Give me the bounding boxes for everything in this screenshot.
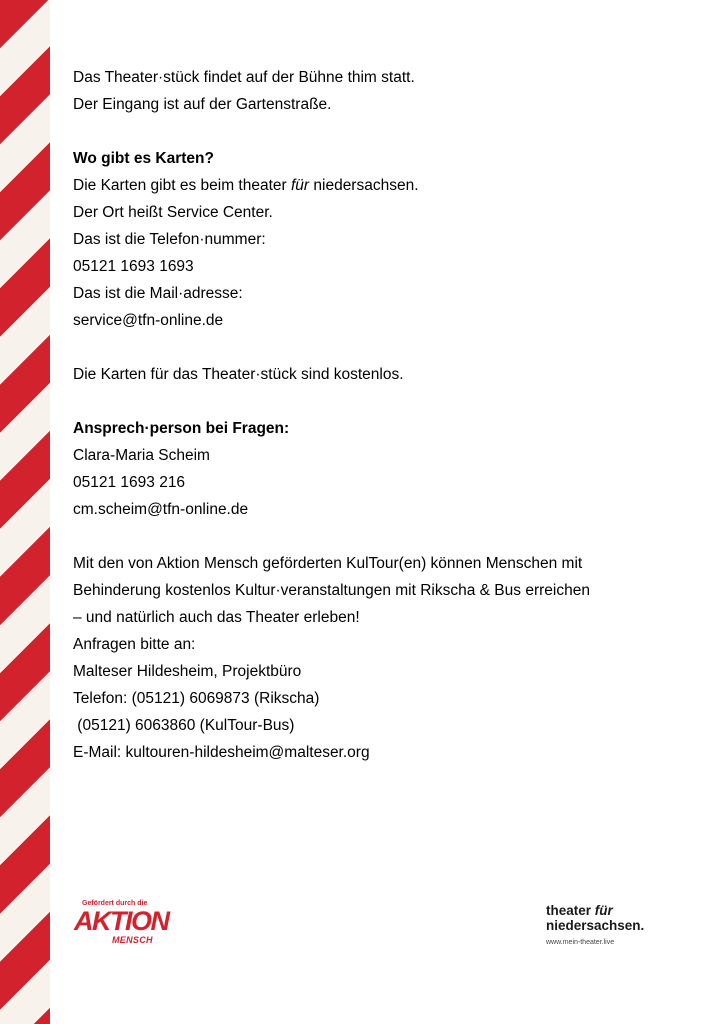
- kultour-text-3: – und natürlich auch das Theater erleben!: [73, 609, 360, 626]
- service-center-text: Der Ort heißt Service Center.: [73, 204, 273, 221]
- phone-label: Das ist die Telefon·nummer:: [73, 231, 266, 248]
- venue-text: Das Theater·stück findet auf der Bühne thim statt.: [73, 69, 415, 86]
- contact-phone[interactable]: 05121 1693 216: [73, 474, 186, 491]
- kultour-request-label: Anfragen bitte an:: [73, 636, 196, 653]
- theater-fuer-niedersachsen-logo: [546, 903, 696, 946]
- aktion-mensch-wordmark: AKTION: [74, 906, 169, 936]
- email-label: Das ist die Mail·adresse:: [73, 285, 243, 302]
- entrance-text: Der Eingang ist auf der Gartenstraße.: [73, 96, 332, 113]
- aktion-mensch-logo: [74, 900, 174, 950]
- kultour-text-2: Behinderung kostenlos Kultur·veranstaltungen mit Rikscha & Bus erreichen: [73, 582, 590, 599]
- tfn-logo-line-2: niedersachsen.: [546, 918, 645, 933]
- tickets-location-text: Die Karten gibt es beim theater für niedersachsen.: [73, 177, 419, 194]
- spacer: [73, 334, 693, 361]
- kultour-email-link[interactable]: E-Mail: kultouren-hildesheim@malteser.org: [73, 744, 370, 761]
- spacer: [73, 523, 693, 550]
- contact-email-link[interactable]: cm.scheim@tfn-online.de: [73, 501, 249, 518]
- tickets-heading: Wo gibt es Karten?: [73, 150, 214, 167]
- contact-name: Clara-Maria Scheim: [73, 447, 210, 464]
- tfn-website-url[interactable]: www.mein-theater.live: [546, 939, 615, 946]
- tfn-logo-line-1: theater für: [546, 903, 613, 918]
- kultour-organization: Malteser Hildesheim, Projektbüro: [73, 663, 302, 680]
- free-tickets-text: Die Karten für das Theater·stück sind kostenlos.: [73, 366, 404, 383]
- spacer: [73, 118, 693, 145]
- tickets-email-link[interactable]: service@tfn-online.de: [73, 312, 224, 329]
- kultour-phone-rikscha[interactable]: Telefon: (05121) 6069873 (Rikscha): [73, 690, 320, 707]
- aktion-mensch-funding-label: Gefördert durch die: [82, 900, 148, 907]
- tickets-phone[interactable]: 05121 1693 1693: [73, 258, 194, 275]
- kultour-text-1: Mit den von Aktion Mensch geförderten KulTour(en) können Menschen mit: [73, 555, 583, 572]
- contact-heading: Ansprech·person bei Fragen:: [73, 420, 290, 437]
- kultour-phone-bus[interactable]: (05121) 6063860 (KulTour-Bus): [73, 717, 295, 734]
- decorative-stripe-border: [0, 0, 50, 1024]
- aktion-mensch-subword: MENSCH: [112, 935, 153, 945]
- document-body: [73, 64, 693, 766]
- spacer: [73, 388, 693, 415]
